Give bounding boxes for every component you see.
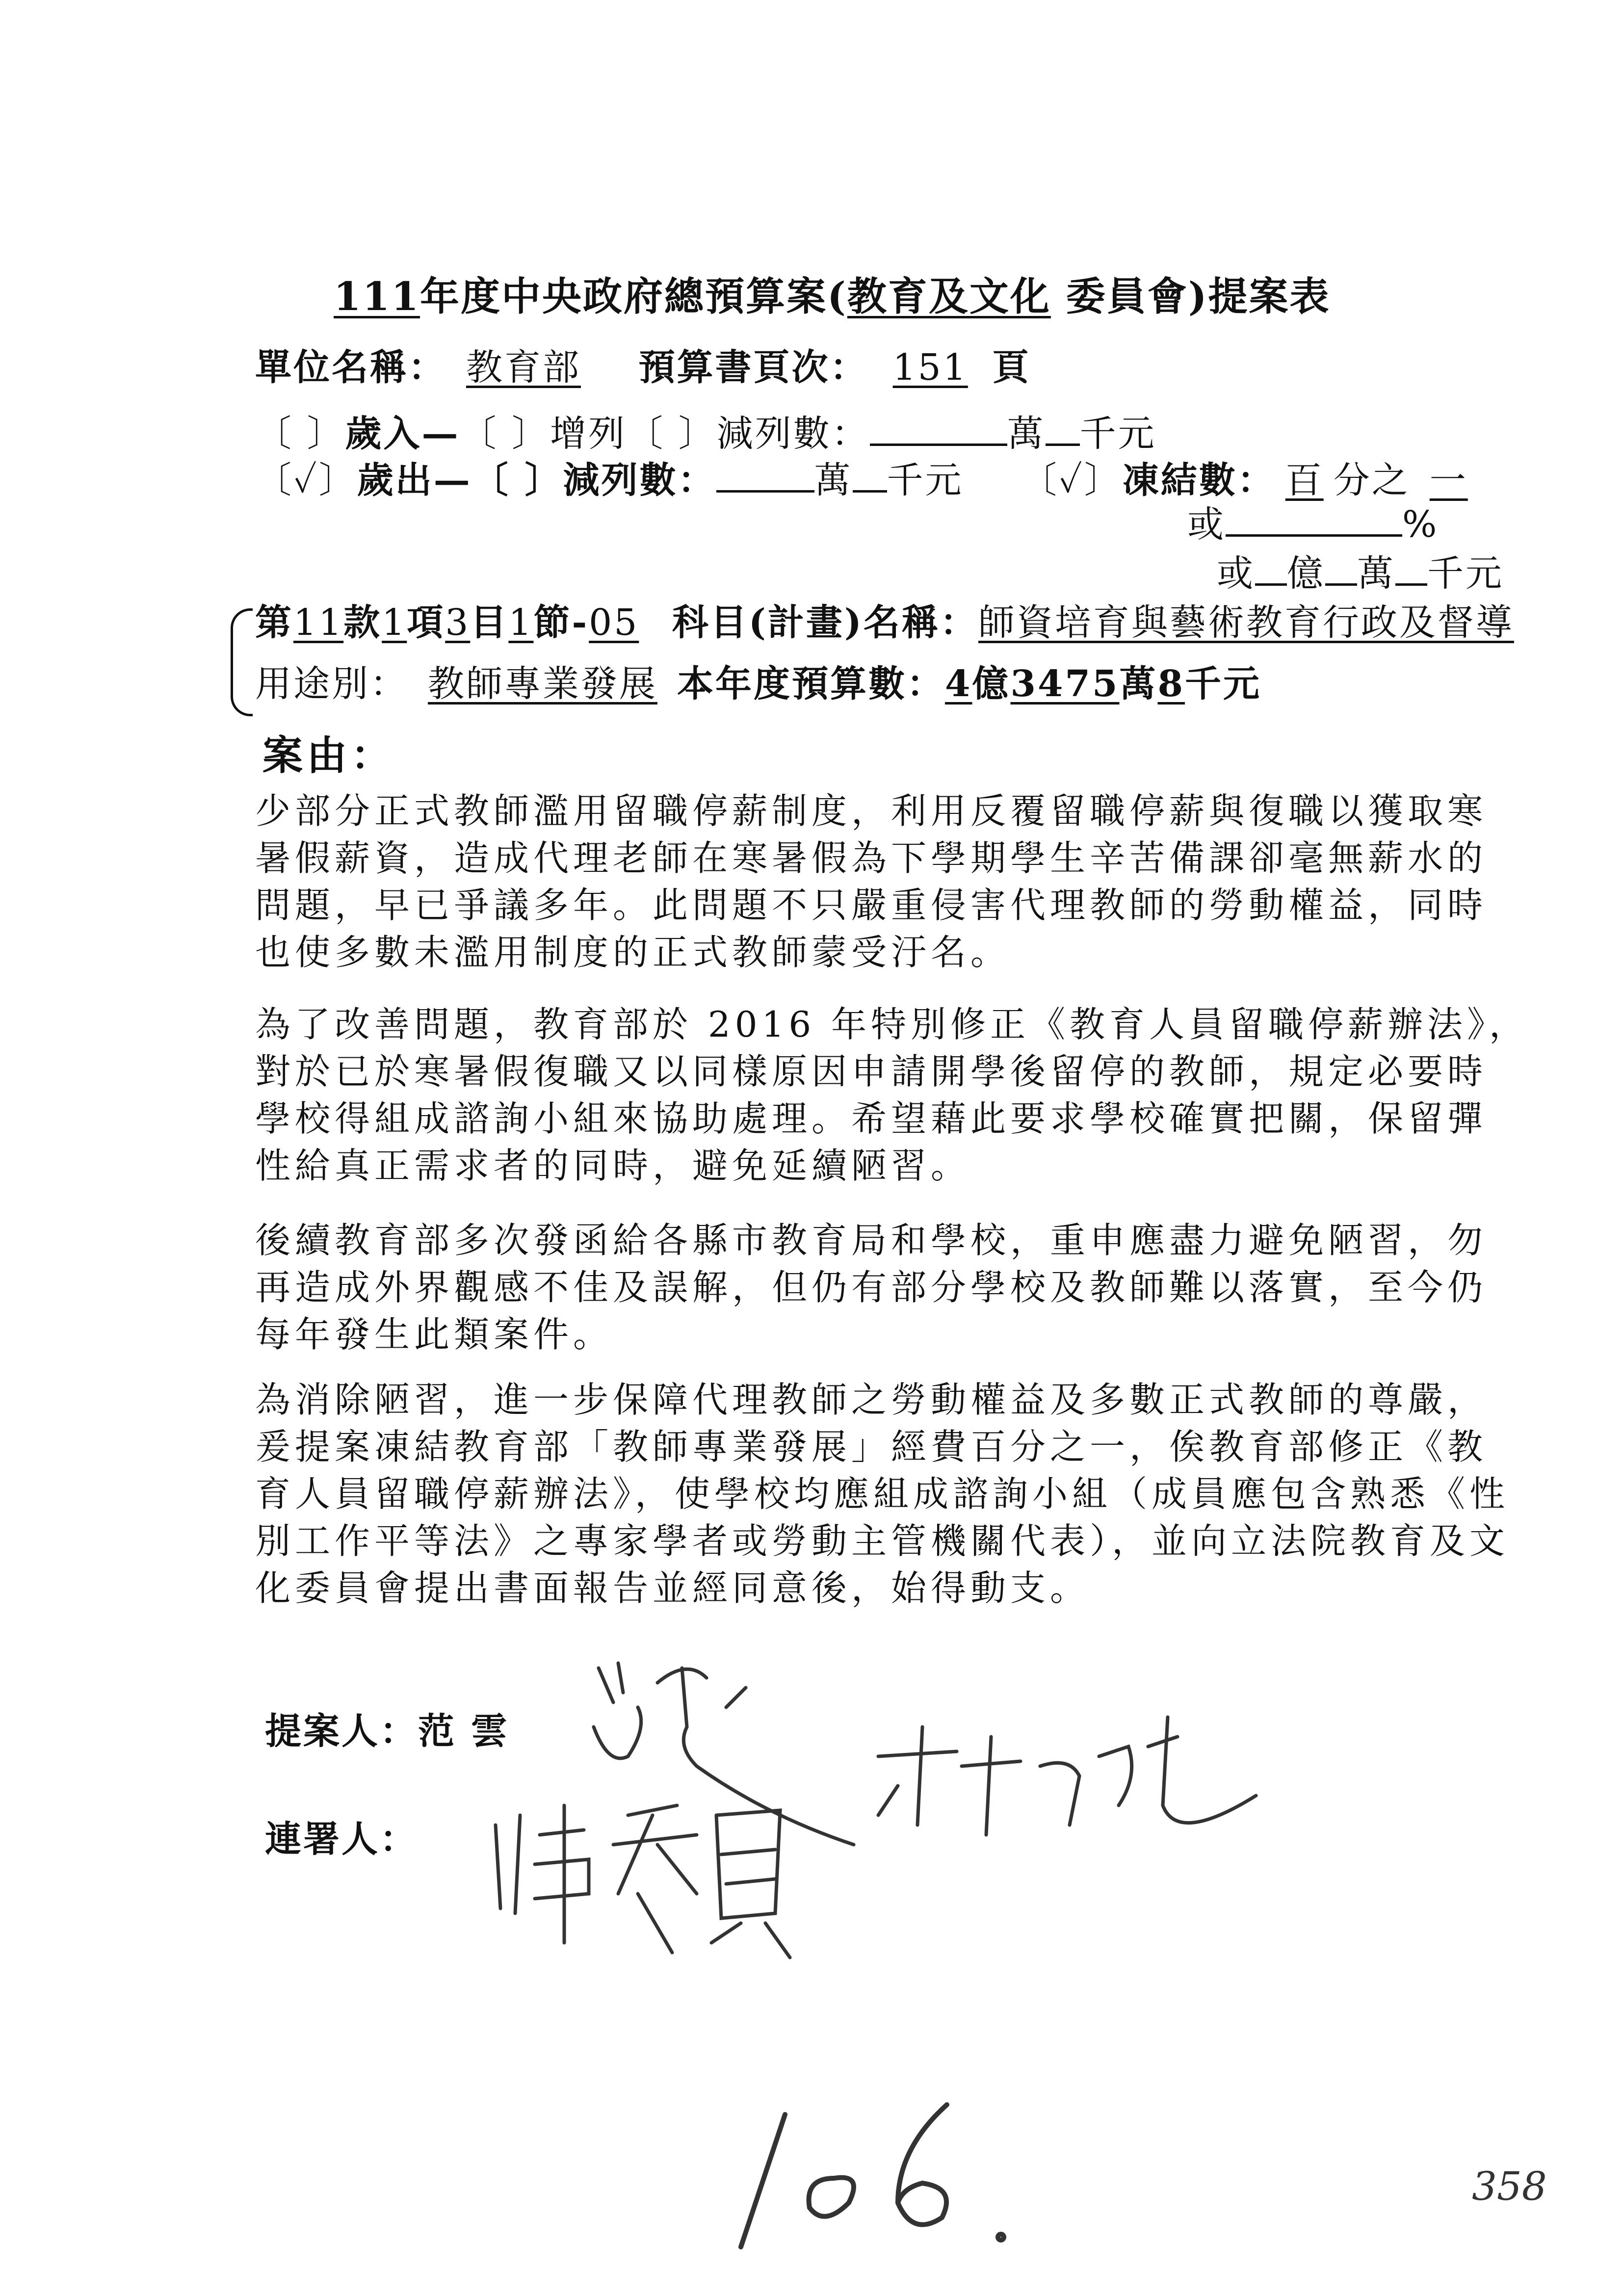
budget-qian: 8	[1157, 663, 1185, 705]
or-label: 或	[1217, 552, 1255, 595]
or-label: 或	[1187, 503, 1226, 546]
paragraph-line: 暑假薪資，造成代理老師在寒暑假為下學期學生辛苦備課卻毫無薪水的	[255, 837, 1488, 879]
revenue-decrease: 〔 〕減列數：	[627, 413, 870, 455]
proposer-label: 提案人：	[265, 1710, 418, 1752]
title-post: 委員會)提案表	[1050, 273, 1331, 319]
item-mu-label: 目	[470, 601, 509, 644]
unit-wan: 萬	[1007, 413, 1046, 455]
item-di: 第	[255, 601, 293, 644]
page-unit: 頁	[992, 346, 1031, 389]
freeze-fen: 分之	[1333, 459, 1410, 501]
budget-yi: 4	[945, 663, 972, 705]
percent-sign: %	[1402, 503, 1439, 546]
item-kuan: 11	[293, 601, 344, 644]
expense-label: 歲出—	[357, 459, 472, 501]
budget-label: 本年度預算數：	[677, 663, 945, 705]
expense-checkbox: 〔✓〕	[255, 459, 357, 501]
budget-qian-label: 千元	[1184, 663, 1261, 705]
unit-wan: 萬	[814, 459, 853, 501]
revenue-checkbox: 〔 〕	[255, 413, 345, 455]
freeze-hundred: 百	[1285, 459, 1324, 501]
proposer-name: 范 雲	[418, 1710, 509, 1752]
paragraph-line: 少部分正式教師濫用留職停薪制度，利用反覆留職停薪與復職以獲取寒	[255, 790, 1488, 832]
item-jie: 1	[508, 601, 534, 644]
unit-qian: 千元	[1079, 413, 1156, 455]
paragraph-line: 化委員會提出書面報告並經同意後，始得動支。	[255, 1567, 1090, 1609]
budget-yi-label: 億	[972, 663, 1011, 705]
revenue-label: 歲入—	[345, 413, 460, 455]
expense-decrease: 〔 〕減列數：	[471, 459, 716, 501]
paragraph-line: 問題，早已爭議多年。此問題不只嚴重侵害代理教師的勞動權益，同時	[255, 885, 1488, 926]
paragraph-line: 再造成外界觀感不佳及誤解，但仍有部分學校及教師難以落實，至今仍	[255, 1267, 1488, 1308]
paragraph-line: 也使多數未濫用制度的正式教師蒙受汙名。	[255, 932, 1011, 973]
paragraph-line: 為了改善問題，教育部於 2016 年特別修正《教育人員留職停薪辦法》，	[255, 1004, 1529, 1045]
item-mu: 3	[445, 601, 471, 644]
page-value: 151	[892, 346, 968, 389]
proposer-signature	[594, 1663, 854, 1845]
budget-wan-label: 萬	[1119, 663, 1158, 705]
title-committee: 教育及文化	[847, 273, 1051, 319]
paragraph-line: 學校得組成諮詢小組來協助處理。希望藉此要求學校確實把關，保留彈	[255, 1098, 1488, 1139]
unit-qian: 千元	[1427, 552, 1504, 595]
usage-value: 教師專業發展	[428, 663, 657, 705]
unit-yi: 億	[1287, 552, 1325, 595]
paragraph-line: 性給真正需求者的同時，避免延續陋習。	[255, 1145, 971, 1186]
cosigner-signature-1	[496, 1805, 790, 1957]
cosigner-signature-2	[878, 1717, 1256, 1835]
paragraph-line: 為消除陋習，進一步保障代理教師之勞動權益及多數正式教師的尊嚴，	[255, 1379, 1488, 1420]
paragraph-line: 後續教育部多次發函給各縣市教育局和學校，重申應盡力避免陋習，勿	[255, 1220, 1488, 1261]
paragraph-line: 每年發生此類案件。	[255, 1314, 613, 1355]
item-jie-label: 節-	[533, 601, 589, 644]
paragraph-line: 對於已於寒暑假復職又以同樣原因申請開學後留停的教師，規定必要時	[255, 1051, 1488, 1092]
item-kuan-label: 款	[343, 601, 382, 644]
paragraph-line: 別工作平等法》之專家學者或勞動主管機關代表），並向立法院教育及文	[255, 1520, 1510, 1562]
corner-page-number: 358	[1472, 2164, 1547, 2209]
handwritten-page-number	[741, 2105, 1004, 2247]
paragraph-line: 育人員留職停薪辦法》，使學校均應組成諮詢小組（成員應包含熟悉《性	[255, 1473, 1510, 1514]
unit-label: 單位名稱：	[255, 346, 446, 389]
freeze-checkbox: 〔✓〕	[1021, 459, 1123, 501]
item-xiang-label: 項	[407, 601, 445, 644]
item-name-label: 科目(計畫)名稱：	[672, 601, 978, 644]
title-year: 111	[334, 273, 420, 319]
unit-wan: 萬	[1357, 552, 1395, 595]
revenue-increase: 〔 〕增列	[460, 413, 627, 455]
budget-wan: 3475	[1010, 663, 1120, 705]
reason-heading: 案由：	[262, 732, 395, 779]
freeze-label: 凍結數：	[1122, 459, 1276, 501]
usage-label: 用途別：	[255, 663, 408, 705]
item-jie-number: 05	[589, 601, 639, 644]
page-label: 預算書頁次：	[638, 346, 868, 389]
item-name-value: 師資培育與藝術教育行政及督導	[978, 601, 1514, 644]
cosigner-label: 連署人：	[265, 1818, 418, 1860]
title-pre: 年度中央政府總預算案(	[420, 273, 847, 319]
freeze-value: 一	[1429, 459, 1468, 501]
paragraph-line: 爰提案凍結教育部「教師專業發展」經費百分之一，俟教育部修正《教	[255, 1426, 1488, 1467]
unit-value: 教育部	[466, 346, 581, 389]
item-xiang: 1	[382, 601, 407, 644]
unit-qian: 千元	[887, 459, 964, 501]
